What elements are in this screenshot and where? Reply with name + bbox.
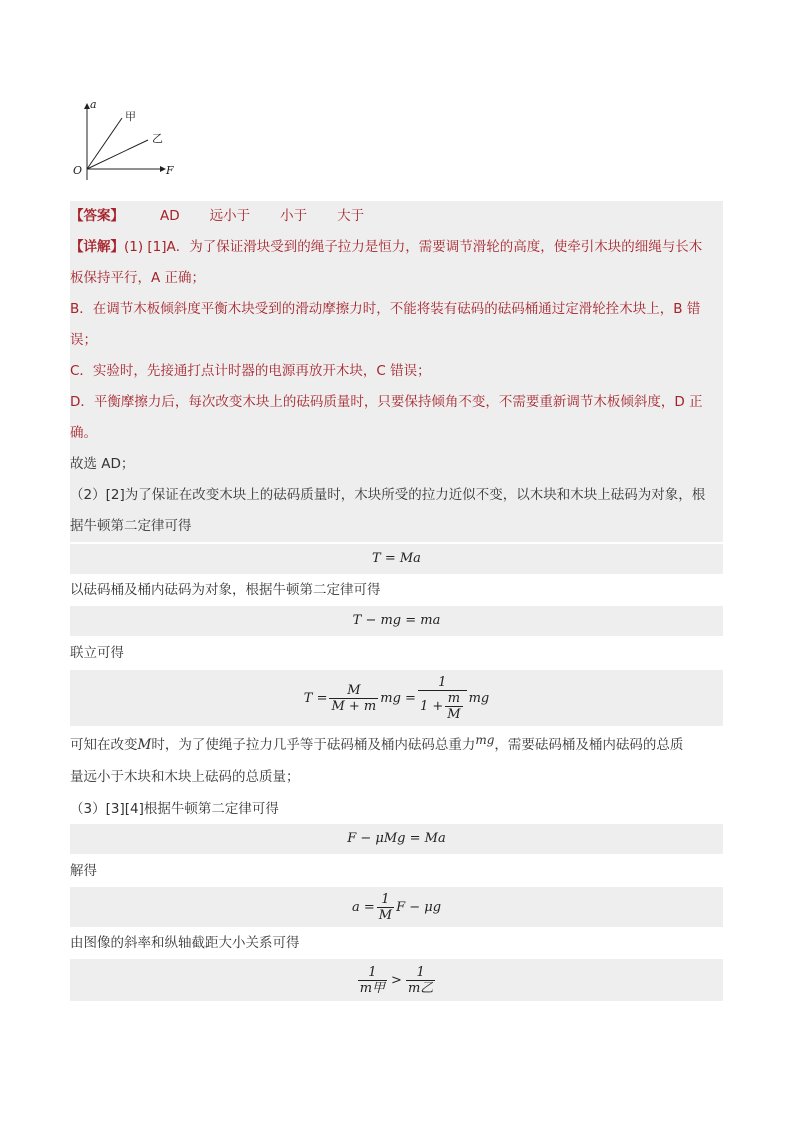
t4-mg: mg [475, 733, 495, 747]
f3-rhs: mg [468, 690, 490, 706]
part2-intro-b: 据牛顿第二定律可得 [70, 518, 192, 534]
formula-combined [70, 670, 723, 726]
f2-rhs: F − μg [396, 899, 442, 915]
part2-intro-a: （2）[2]为了保证在改变木块上的砝码质量时，木块所受的拉力近似不变，以木块和木块上砝码为对象，根 [70, 487, 706, 503]
f4-num-1: 1 [358, 965, 387, 981]
detail-block [70, 232, 723, 542]
formula-compare [70, 959, 723, 1001]
x-axis-label: F [166, 164, 174, 177]
f3-num-2: 1 [418, 675, 467, 691]
f4-num-2: 1 [406, 965, 435, 981]
t4-a: 可知在改变 [70, 737, 138, 753]
formula-a [70, 887, 723, 927]
a-f-graph [70, 98, 190, 188]
line-yi [87, 140, 148, 169]
f4-frac-1 [358, 965, 387, 996]
f3-den-2 [418, 691, 467, 722]
formula-f-umg: F − μMg = Ma [70, 824, 723, 854]
detail-p4-b: 确。 [70, 425, 97, 441]
answer-item-3: 小于 [280, 208, 308, 224]
origin-label: O [73, 164, 83, 177]
line-jia [87, 118, 122, 169]
t4-m: M [137, 737, 152, 753]
f3-frac-2 [418, 675, 467, 722]
part2-text-3: 联立可得 [70, 645, 124, 661]
f4-den-2: m乙 [407, 980, 434, 996]
f2-lhs: a = [351, 899, 375, 915]
f2-den: M [378, 907, 393, 923]
f4-op: > [391, 972, 402, 988]
part2-text-2: 以砝码桶及桶内砝码为对象，根据牛顿第二定律可得 [70, 582, 381, 598]
f3-lhs: T = [303, 690, 328, 706]
f3-den-2-a: 1 + [419, 698, 444, 714]
detail-p1-a: (1) [1]A．为了保证滑块受到的绳子拉力是恒力，需要调节滑轮的高度，使牵引木块的细绳与长木 [124, 239, 703, 255]
f4-frac-2 [406, 965, 435, 996]
part2-text-4 [70, 730, 723, 761]
detail-label: 【详解】 [70, 239, 124, 255]
t4-b: 时，为了使绳子拉力几乎等于砝码桶及桶内砝码总重力 [151, 737, 476, 753]
answer-item-4: 大于 [337, 208, 365, 224]
answer-label: 【答案】 [70, 208, 124, 224]
f3-mid: mg = [380, 690, 416, 706]
answer-item-2: 远小于 [209, 208, 251, 224]
f2-frac [377, 892, 394, 923]
line-yi-label: 乙 [152, 132, 163, 145]
f3-den-1: M + m [331, 698, 377, 714]
detail-p4-a: D．平衡摩擦力后，每次改变木块上的砝码质量时，只要保持倾角不变，不需要重新调节木板倾斜度，D 正 [70, 394, 703, 410]
f4-den-1: m甲 [359, 980, 386, 996]
f3-frac-1 [329, 683, 378, 714]
part2-text-5: 量远小于木块和木块上砝码的总质量； [70, 769, 300, 785]
line-jia-label: 甲 [125, 110, 136, 123]
f3-inner-den: M [447, 706, 461, 722]
y-axis-label: a [90, 98, 97, 111]
detail-p2-b: 误； [70, 332, 97, 348]
f3-num-1: M [329, 683, 378, 699]
detail-p1-b: 板保持平行，A 正确； [70, 270, 206, 286]
part3-text-2: 解得 [70, 863, 97, 879]
detail-p5: 故选 AD； [70, 456, 135, 472]
part3-text-3: 由图像的斜率和纵轴截距大小关系可得 [70, 935, 300, 951]
t4-c: ，需要砝码桶及桶内砝码的总质 [494, 737, 684, 753]
f3-inner-frac [445, 691, 462, 722]
f3-inner-num: m [445, 691, 462, 707]
f2-num: 1 [377, 892, 394, 908]
answer-item-1: AD [160, 208, 180, 224]
detail-p2-a: B．在调节木板倾斜度平衡木块受到的滑动摩擦力时，不能将装有砝码的砝码桶通过定滑轮拴木块上，B 错 [70, 301, 701, 317]
detail-p3: C．实验时，先接通打点计时器的电源再放开木块，C 错误； [70, 363, 431, 379]
formula-t-mg-ma: T − mg = ma [70, 606, 723, 636]
part3-intro: （3）[3][4]根据牛顿第二定律可得 [70, 801, 279, 817]
formula-t-ma: T = Ma [70, 544, 723, 574]
answer-row [70, 201, 723, 232]
